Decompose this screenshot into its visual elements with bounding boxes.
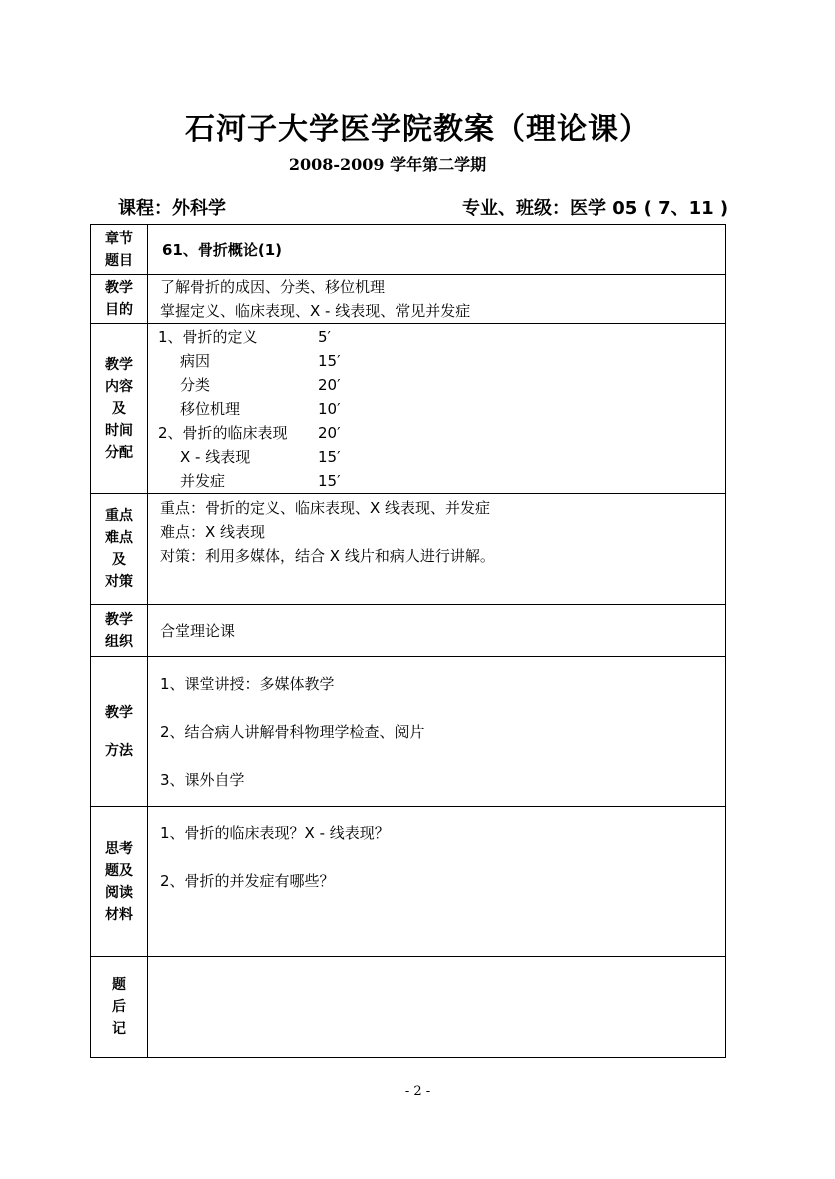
content-row [91, 324, 726, 494]
schedule-item: 并发症 [180, 471, 226, 490]
schedule-time: 15′ [318, 351, 341, 370]
schedule-item: 2、骨折的临床表现 [158, 423, 288, 442]
organization-label: 教学 组织 [91, 605, 148, 657]
question-line: 1、骨折的临床表现？X - 线表现？ [160, 824, 390, 842]
objective-line: 了解骨折的成因、分类、移位机理 [160, 278, 386, 296]
questions-content [148, 807, 726, 957]
content-label: 教学 内容 及 时间 分配 [91, 324, 148, 494]
methods-label: 教学 方法 [91, 657, 148, 807]
chapter-label: 章节 题目 [91, 225, 148, 275]
objective-line: 掌握定义、临床表现、X - 线表现、常见并发症 [160, 302, 471, 320]
lesson-plan-table [90, 224, 726, 1058]
schedule-item: X - 线表现 [180, 447, 251, 466]
objectives-label: 教学 目的 [91, 275, 148, 324]
postscript-label: 题 后 记 [91, 957, 148, 1058]
organization-content: 合堂理论课 [148, 605, 726, 657]
document-title: 石河子大学医学院教案（理论课） [185, 112, 650, 147]
method-line: 1、课堂讲授：多媒体教学 [160, 674, 335, 693]
chapter-title: 61、骨折概论(1) [148, 225, 726, 275]
methods-row [91, 657, 726, 807]
schedule-item: 分类 [180, 375, 211, 394]
content-schedule [148, 324, 726, 494]
schedule-item: 病因 [180, 351, 211, 370]
questions-label: 思考 题及 阅读 材料 [91, 807, 148, 957]
page-number: - 2 - [404, 1084, 431, 1099]
major-class-label: 专业、班级：医学 05 ( 7、11 ) [462, 198, 729, 219]
term-subtitle: 2008-2009 学年第二学期 [288, 155, 487, 174]
schedule-time: 15′ [318, 447, 341, 466]
organization-row [91, 605, 726, 657]
objectives-content [148, 275, 726, 324]
schedule-time: 20′ [318, 423, 341, 442]
schedule-time: 20′ [318, 375, 341, 394]
schedule-time: 15′ [318, 471, 341, 490]
method-line: 2、结合病人讲解骨科物理学检查、阅片 [160, 722, 425, 741]
method-line: 3、课外自学 [160, 770, 245, 789]
questions-row [91, 807, 726, 957]
key-point-line: 重点：骨折的定义、临床表现、X 线表现、并发症 [160, 499, 491, 517]
key-points-content [148, 494, 726, 605]
chapter-row [91, 225, 726, 275]
key-point-line: 难点：X 线表现 [160, 523, 266, 541]
schedule-time: 10′ [318, 399, 341, 418]
key-points-row [91, 494, 726, 605]
postscript-row [91, 957, 726, 1058]
key-points-label: 重点 难点 及 对策 [91, 494, 148, 605]
key-point-line: 对策：利用多媒体，结合 X 线片和病人进行讲解。 [160, 547, 495, 565]
course-label: 课程：外科学 [118, 198, 226, 219]
methods-content [148, 657, 726, 807]
schedule-item: 移位机理 [180, 399, 241, 418]
schedule-item: 1、骨折的定义 [158, 327, 258, 346]
question-line: 2、骨折的并发症有哪些？ [160, 872, 335, 890]
postscript-content [148, 957, 726, 1058]
objectives-row [91, 275, 726, 324]
schedule-time: 5′ [318, 327, 331, 346]
